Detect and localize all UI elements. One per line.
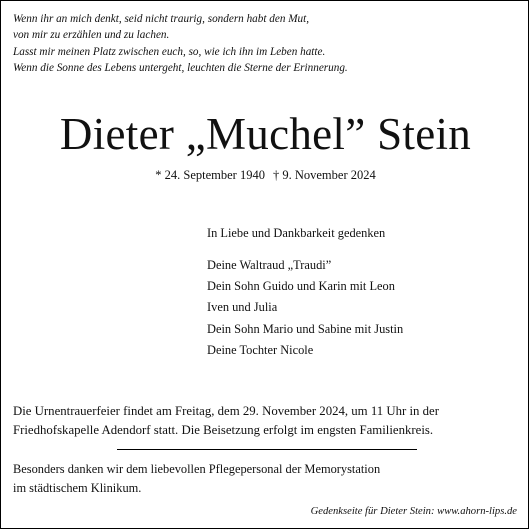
mourners-list	[207, 223, 517, 361]
mourner-line: Iven und Julia	[207, 300, 278, 315]
ceremony-line: Friedhofskapelle Adendorf statt. Die Beisetzung erfolgt im engsten Familienkreis.	[13, 423, 434, 437]
mourner-line: Dein Sohn Mario und Sabine mit Justin	[207, 321, 404, 336]
portrait-photo	[34, 206, 162, 384]
poem-line: Lasst mir meinen Platz zwischen euch, so, wie ich ihn im Leben hatte.	[13, 45, 326, 58]
poem-line: Wenn die Sonne des Lebens untergeht, leuchten die Sterne der Erinnerung.	[13, 62, 348, 75]
deceased-name: Dieter „Muchel” Stein	[59, 109, 472, 159]
memorial-poem	[13, 11, 518, 77]
thanks-line: Besonders danken wir dem liebevollen Pflegepersonal der Memorystation	[13, 462, 381, 476]
divider-line	[117, 449, 417, 450]
memorial-page-link[interactable]: Gedenkseite für Dieter Stein: www.ahorn-lips.de	[310, 506, 517, 517]
poem-line: von mir zu erzählen und zu lachen.	[13, 29, 170, 42]
ceremony-info	[13, 402, 523, 440]
life-dates	[1, 168, 529, 183]
mourner-line: Dein Sohn Guido und Karin mit Leon	[207, 279, 395, 294]
ceremony-line: Die Urnentrauerfeier findet am Freitag, dem 29. November 2024, um 11 Uhr in der	[13, 404, 439, 418]
mourner-line: Deine Tochter Nicole	[207, 342, 314, 357]
death-date: † 9. November 2024	[272, 168, 376, 182]
mourners-intro: In Liebe und Dankbarkeit gedenken	[207, 226, 386, 240]
poem-line: Wenn ihr an mich denkt, seid nicht traurig, sondern habt den Mut,	[13, 13, 310, 25]
birth-date: * 24. September 1940	[155, 168, 265, 182]
thanks-note	[13, 460, 523, 498]
thanks-line: im städtischem Klinikum.	[13, 481, 142, 495]
mourner-line: Deine Waltraud „Traudi”	[207, 258, 332, 272]
